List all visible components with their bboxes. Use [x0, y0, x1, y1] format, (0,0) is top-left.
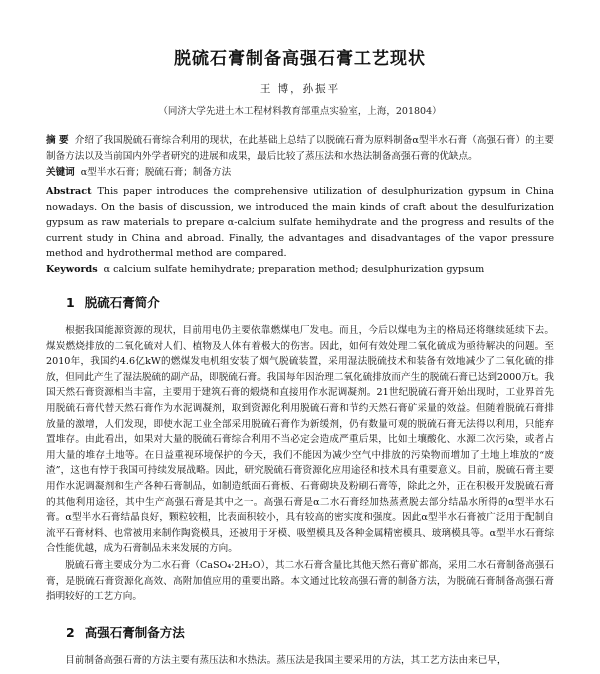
section-1-number: 1	[66, 295, 75, 310]
keywords-english-text: α calcium sulfate hemihydrate; preparation method; desulphurization gypsum	[103, 263, 485, 275]
paper-authors: 王 博，孙振平	[259, 83, 341, 95]
keywords-english	[46, 262, 554, 278]
section-2-paragraph-1: 目前制备高强石膏的方法主要有蒸压法和水热法。蒸压法是我国主要采用的方法，其工艺方法由来已早，	[65, 654, 507, 666]
abstract-english-label: Abstract	[46, 186, 92, 197]
keywords-chinese-label: 关键词	[46, 167, 75, 178]
abstract-english-text: This paper introduces the comprehensive utilization of desulphurization gypsum in China nowadays. On the basis of discussion, we introduced the main kinds of craft about the desulfurization gypsum as raw materials to prepare α-calcium sulfate hemihydrate and the progress and results of the current study in China and abroad. Finally, the advantages and disadvantages of the vapor pressure method and hydrothermal method are compared.	[46, 186, 554, 259]
section-1-title: 脱硫石膏简介	[84, 295, 160, 310]
keywords-english-label: Keywords	[46, 263, 98, 275]
section-1-paragraph-2: 脱硫石膏主要成分为二水石膏（CaSO₄·2H₂O），其二水石膏含量比其他天然石膏矿都高，采用二水石膏制备高强石膏，是脱硫石膏资源化高效、高附加值应用的重要出路。本文通过比较高强石膏的制备方法，为脱硫石膏制备高强石膏指明较好的工艺方向。	[46, 559, 554, 603]
keywords-chinese-text: α型半水石膏；脱硫石膏；制备方法	[80, 167, 232, 178]
abstract-chinese	[46, 133, 554, 165]
section-1-paragraph-1: 根据我国能源资源的现状，目前用电仍主要依靠燃煤电厂发电。而且，今后以煤电为主的格局还将继续延续下去。煤炭燃烧排放的二氧化硫对人们、植物及人体有着极大的伤害。因此，如何有效处理二氧化硫成为亟待解决的问题。至2010年，我国约4.6亿kW的燃煤发电机组安装了烟气脱硫装置，采用湿法脱硫技术和装备有效地减少了二氧化硫的排放，但同此产生了湿法脱硫的副产品，即脱硫石膏。我国每年因治理二氧化硫排放而产生的脱硫石膏已达到2000万t。我国天然石膏资源相当丰富，主要用于建筑石膏的煅烧和直接用作水泥调凝剂。21世纪脱硫石膏开始出现时，工业界首先用脱硫石膏代替天然石膏作为水泥调凝剂，取到资源化利用脱硫石膏和节约天然石膏矿采量的效益。但随着脱硫石膏排放量的激增，人们发现，即使水泥工业全部采用脱硫石膏作为新缓剂，仍有数量可观的脱硫石膏无法得以利用，只能弃置堆存。由此看出，如果对大量的脱硫石膏综合利用不当必定会造成严重后果，比如土壤酸化、水源二次污染，或者占用大量的堆存土地等。在日益重视环境保护的今天，我们不能因为减少空气中排放的污染物而增加了土地上堆放的“废渣”，这也有悖于我国可持续发展战略。因此，研究脱硫石膏资源化应用途径和技术具有重要意义。目前，脱硫石膏主要用作水泥调凝剂和生产各种石膏制品，如制造纸面石膏板、石膏砌块及粉刷石膏等，除此之外，正在积极开发脱硫石膏的其他利用途径，其中生产高强石膏是其中之一。高强石膏是α二水石膏经加热蒸煮脱去部分结晶水所得的α型半水石膏。α型半水石膏结晶良好，颗粒较粗，比表面积较小，具有较高的密实度和强度。因此α型半水石膏被广泛用于配制自流平石膏材料、也常被用来制作陶瓷模具，还被用于牙模、吸塑模具及各种金属精密模具、玻璃模具等。α型半水石膏综合性能优越，成为石膏制品未来发展的方向。	[46, 325, 554, 555]
section-2-title: 高强石膏制备方法	[84, 624, 185, 640]
section-1-heading	[66, 293, 554, 311]
abstract-chinese-label: 摘 要	[46, 135, 69, 146]
abstract-english	[46, 184, 554, 262]
paper-title: 脱硫石膏制备高强石膏工艺现状	[174, 49, 426, 69]
section-2-heading	[66, 623, 554, 641]
section-2-number: 2	[66, 624, 75, 640]
keywords-chinese	[46, 165, 554, 181]
abstract-chinese-text: 介绍了我国脱硫石膏综合利用的现状，在此基础上总结了以脱硫石膏为原料制备α型半水石膏（高强石膏）的主要制备方法以及当前国内外学者研究的进展和成果，最后比较了蒸压法和水热法制备高强石膏的优缺点。	[46, 135, 554, 162]
paper-affiliation: （同济大学先进土木工程材料教育部重点实验室，上海，201804）	[158, 106, 442, 117]
